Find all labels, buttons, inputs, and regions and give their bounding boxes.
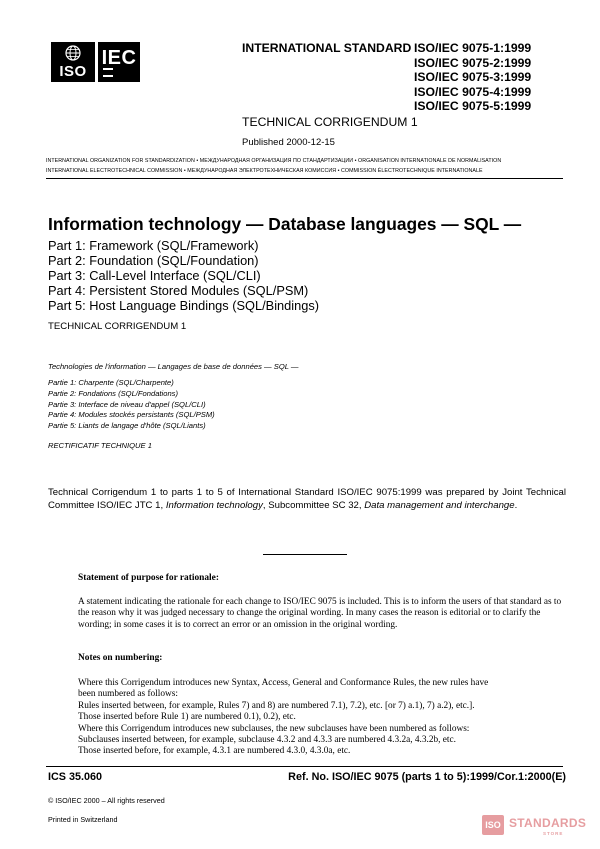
globe-icon — [65, 45, 81, 61]
intro-text: . — [514, 500, 518, 511]
french-part-item: Partie 1: Charpente (SQL/Charpente) — [48, 378, 174, 387]
notes-line: been numbered as follows: — [78, 689, 178, 700]
intro-text: Technical Corrigendum 1 to parts 1 to 5 of International Standard ISO/IEC 9075:1999 was prepared by Joint Technical Committee ISO/IEC JTC 1, — [48, 487, 566, 511]
copyright: © ISO/IEC 2000 – All rights reserved — [48, 796, 165, 805]
statement-body: A statement indicating the rationale for each change to ISO/IEC 9075 is included. This is to inform the users of that standard as to the reason why it was judged necessary to change the original wording. In many cases the reason is editorial or to clarify the wording; in some cases it is to correct an error or an omission in the original wording. — [78, 597, 562, 630]
part-item: Part 5: Host Language Bindings (SQL/Bindings) — [48, 298, 320, 314]
standard-number: ISO/IEC 9075-4:1999 — [414, 84, 532, 99]
reference-number: Ref. No. ISO/IEC 9075 (parts 1 to 5):1999/Cor.1:2000(E) — [288, 771, 566, 783]
french-corrigendum: RECTIFICATIF TECHNIQUE 1 — [48, 441, 152, 450]
notes-heading: Notes on numbering: — [78, 653, 163, 663]
french-part-item: Partie 4: Modules stockés persistants (SQL/PSM) — [48, 410, 215, 420]
french-title: Technologies de l'information — Langages de base de données — SQL — — [48, 362, 299, 371]
published-date: Published 2000-12-15 — [242, 137, 335, 148]
standard-number: ISO/IEC 9075-1:1999 — [414, 41, 532, 55]
printed-location: Printed in Switzerland — [48, 815, 118, 824]
intro-italic-committee: Information technology — [165, 500, 263, 511]
standard-number: ISO/IEC 9075-2:1999 — [414, 55, 532, 70]
watermark-logo — [482, 812, 592, 840]
french-part-item: Partie 5: Liants de langage d'hôte (SQL/Liants) — [48, 421, 206, 431]
part-list — [48, 238, 319, 313]
french-part-item: Partie 3: Interface de niveau d'appel (SQL/CLI) — [48, 399, 206, 409]
part-item: Part 2: Foundation (SQL/Foundation) — [48, 253, 259, 269]
iso-logo — [51, 42, 95, 82]
part-item: Part 3: Call-Level Interface (SQL/CLI) — [48, 268, 261, 284]
notes-line: Subclauses inserted between, for example, subclause 4.3.2 and 4.3.3 are numbered 4.3.2a, 4.3.2b, etc. — [78, 735, 456, 746]
divider — [46, 178, 563, 179]
intro-text: , Subcommittee SC 32, — [262, 500, 365, 511]
watermark-iso-box: ISO — [482, 815, 504, 835]
notes-line: Those inserted before Rule 1) are numbered 0.1), 0.2), etc. — [78, 712, 296, 723]
standard-number: ISO/IEC 9075-5:1999 — [414, 99, 532, 114]
intro-italic-subcommittee: Data management and interchange — [364, 500, 515, 511]
document-title: Information technology — Database languages — SQL — — [48, 214, 522, 234]
standard-label: INTERNATIONAL STANDARD — [242, 41, 412, 55]
part-item: Part 1: Framework (SQL/Framework) — [48, 238, 259, 253]
french-part-item: Partie 2: Fondations (SQL/Fondations) — [48, 388, 179, 398]
corrigendum-title: TECHNICAL CORRIGENDUM 1 — [242, 115, 418, 129]
standard-number: ISO/IEC 9075-3:1999 — [414, 70, 532, 85]
organization-line-2: INTERNATIONAL ELECTROTECHNICAL COMMISSION • МЕЖДУНАРОДНАЯ ЭЛЕКТРОТЕХНИЧЕСКАЯ КОМИССИЯ • COMMISSION ÉLECTROTECHNIQUE INTERNATIONALE — [46, 168, 483, 174]
footer-divider — [46, 766, 563, 767]
notes-line: Rules inserted between, for example, Rules 7) and 8) are numbered 7.1), 7.2), etc. [or 7) a.1), 7) a.2), etc.]. — [78, 700, 475, 711]
standard-numbers — [414, 41, 531, 114]
iec-bars-icon — [103, 68, 113, 77]
corrigendum-subtitle: TECHNICAL CORRIGENDUM 1 — [48, 321, 187, 332]
ics-code: ICS 35.060 — [48, 771, 103, 783]
organization-line-1: INTERNATIONAL ORGANIZATION FOR STANDARDIZATION • МЕЖДУНАРОДНАЯ ОРГАНИЗАЦИЯ ПО СТАНДАРТИЗАЦИИ • ORGANISATION INTERNATIONALE DE NORMALISATION — [46, 158, 502, 164]
iec-logo-text: IEC — [101, 47, 137, 69]
notes-body — [78, 678, 568, 758]
notes-line: Those inserted before, for example, 4.3.1 are numbered 4.3.0, 4.3.0a, etc. — [78, 746, 351, 757]
iec-logo — [98, 42, 140, 82]
french-part-list — [48, 378, 215, 432]
notes-line: Where this Corrigendum introduces new Syntax, Access, General and Conformance Rules, the new rules have — [78, 678, 489, 688]
watermark-word: STANDARDS — [509, 816, 587, 830]
intro-paragraph — [48, 486, 566, 512]
part-item: Part 4: Persistent Stored Modules (SQL/PSM) — [48, 283, 309, 299]
watermark-sub: STORE — [543, 831, 564, 836]
iso-logo-text: ISO — [59, 63, 87, 80]
statement-heading: Statement of purpose for rationale: — [78, 573, 219, 583]
notes-line: Where this Corrigendum introduces new subclauses, the new subclauses have been numbered as follows: — [78, 723, 470, 734]
short-divider — [263, 554, 347, 555]
